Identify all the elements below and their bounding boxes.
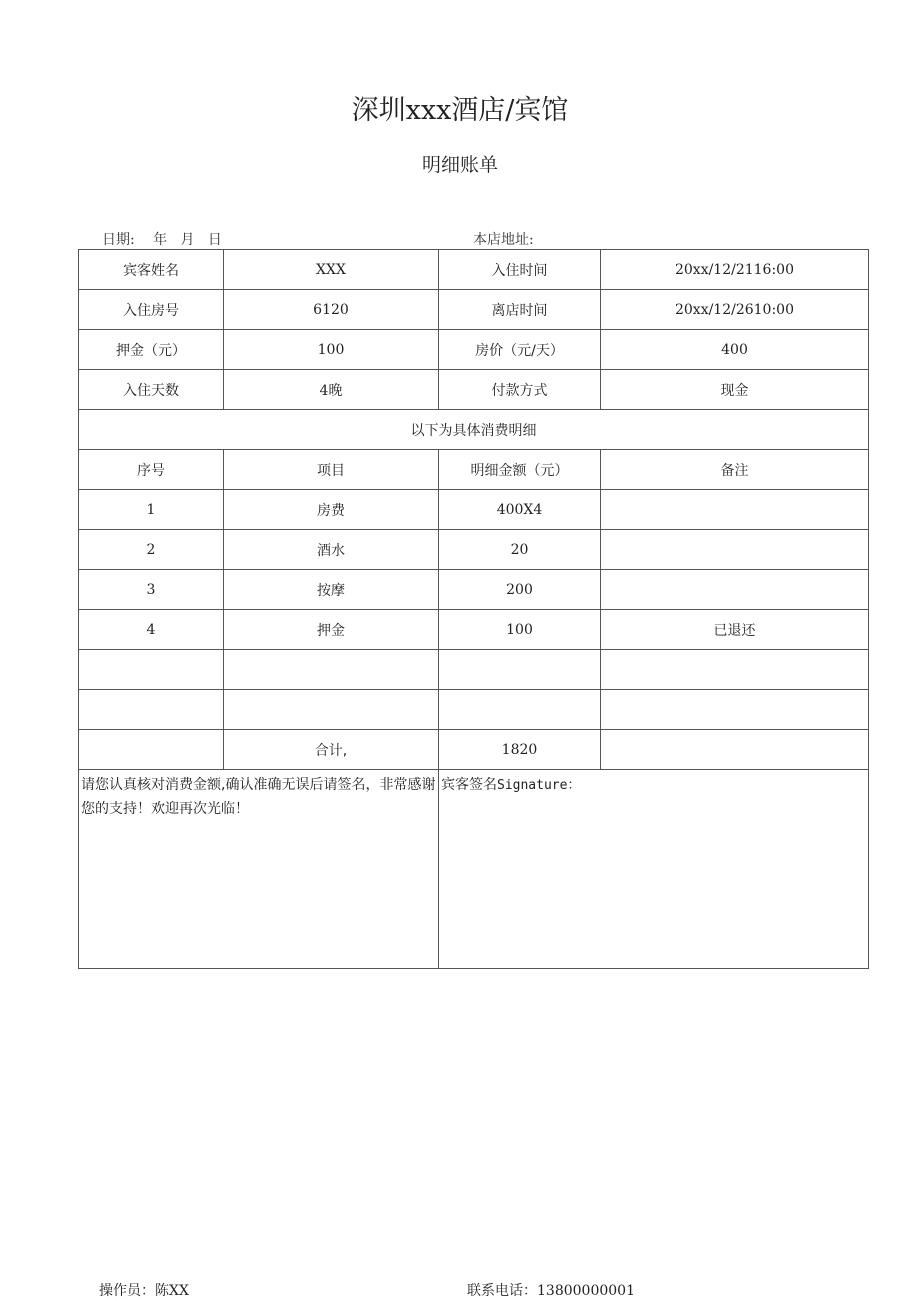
total-value: 1820 [439, 730, 601, 770]
row-item: 押金 [224, 610, 439, 650]
row-item: 酒水 [224, 530, 439, 570]
details-section-title: 以下为具体消费明细 [79, 410, 869, 450]
total-row [79, 730, 869, 770]
deposit-value: 100 [224, 330, 439, 370]
table-row [79, 530, 869, 570]
operator-value: 陈XX [155, 1283, 189, 1299]
column-header-item: 项目 [224, 450, 439, 490]
table-row [79, 370, 869, 410]
date-line [102, 229, 222, 249]
signature-label: 宾客签名 [441, 777, 497, 793]
row-amount: 400X4 [439, 490, 601, 530]
column-header-no: 序号 [79, 450, 224, 490]
table-row-empty [79, 650, 869, 690]
empty-cell [224, 690, 439, 730]
empty-cell [601, 690, 869, 730]
row-no: 2 [79, 530, 224, 570]
date-label: 日期: [102, 232, 135, 248]
row-item: 房费 [224, 490, 439, 530]
guest-name-label: 宾客姓名 [79, 250, 224, 290]
rate-value: 400 [601, 330, 869, 370]
table-header-row [79, 450, 869, 490]
bill-table [78, 249, 869, 969]
date-month: 月 [180, 232, 195, 248]
checkin-label: 入住时间 [439, 250, 601, 290]
address-line [473, 229, 534, 249]
row-no: 1 [79, 490, 224, 530]
empty-cell [79, 650, 224, 690]
page-title: 深圳xxx酒店/宾馆 [351, 95, 569, 126]
payment-value: 现金 [601, 370, 869, 410]
row-amount: 200 [439, 570, 601, 610]
row-item: 按摩 [224, 570, 439, 610]
column-header-amount: 明细金额（元） [439, 450, 601, 490]
empty-cell [79, 690, 224, 730]
row-remark [601, 570, 869, 610]
table-row [79, 290, 869, 330]
phone-label: 联系电话： [467, 1283, 537, 1299]
table-row [79, 250, 869, 290]
empty-cell [224, 650, 439, 690]
address-label: 本店地址: [473, 232, 534, 248]
row-amount: 20 [439, 530, 601, 570]
signature-label-en: Signature： [497, 778, 581, 793]
room-value: 6120 [224, 290, 439, 330]
phone-value: 13800000001 [537, 1283, 635, 1299]
nights-label: 入住天数 [79, 370, 224, 410]
date-year: 年 [153, 232, 168, 248]
total-label: 合计, [224, 730, 439, 770]
table-row [79, 410, 869, 450]
row-no: 4 [79, 610, 224, 650]
empty-cell [601, 730, 869, 770]
checkin-value: 20xx/12/2116:00 [601, 250, 869, 290]
table-row [79, 330, 869, 370]
table-row [79, 610, 869, 650]
phone-line [467, 1280, 635, 1300]
nights-value: 4晚 [224, 370, 439, 410]
operator-label: 操作员： [99, 1283, 155, 1299]
operator-line [99, 1280, 189, 1300]
table-row [79, 570, 869, 610]
empty-cell [79, 730, 224, 770]
rate-label: 房价（元/天） [439, 330, 601, 370]
row-remark [601, 490, 869, 530]
column-header-remark: 备注 [601, 450, 869, 490]
date-day: 日 [207, 232, 222, 248]
checkout-value: 20xx/12/2610:00 [601, 290, 869, 330]
empty-cell [439, 690, 601, 730]
page-subtitle: 明细账单 [421, 154, 498, 176]
guest-name-value: XXX [224, 250, 439, 290]
empty-cell [439, 650, 601, 690]
row-remark: 已退还 [601, 610, 869, 650]
signature-area[interactable] [439, 770, 869, 969]
row-no: 3 [79, 570, 224, 610]
table-row-empty [79, 690, 869, 730]
notes-row [79, 770, 869, 969]
checkout-label: 离店时间 [439, 290, 601, 330]
deposit-label: 押金（元） [79, 330, 224, 370]
room-label: 入住房号 [79, 290, 224, 330]
row-amount: 100 [439, 610, 601, 650]
confirm-note: 请您认真核对消费金额,确认准确无误后请签名，非常感谢您的支持！欢迎再次光临！ [79, 770, 439, 969]
empty-cell [601, 650, 869, 690]
row-remark [601, 530, 869, 570]
payment-label: 付款方式 [439, 370, 601, 410]
table-row [79, 490, 869, 530]
